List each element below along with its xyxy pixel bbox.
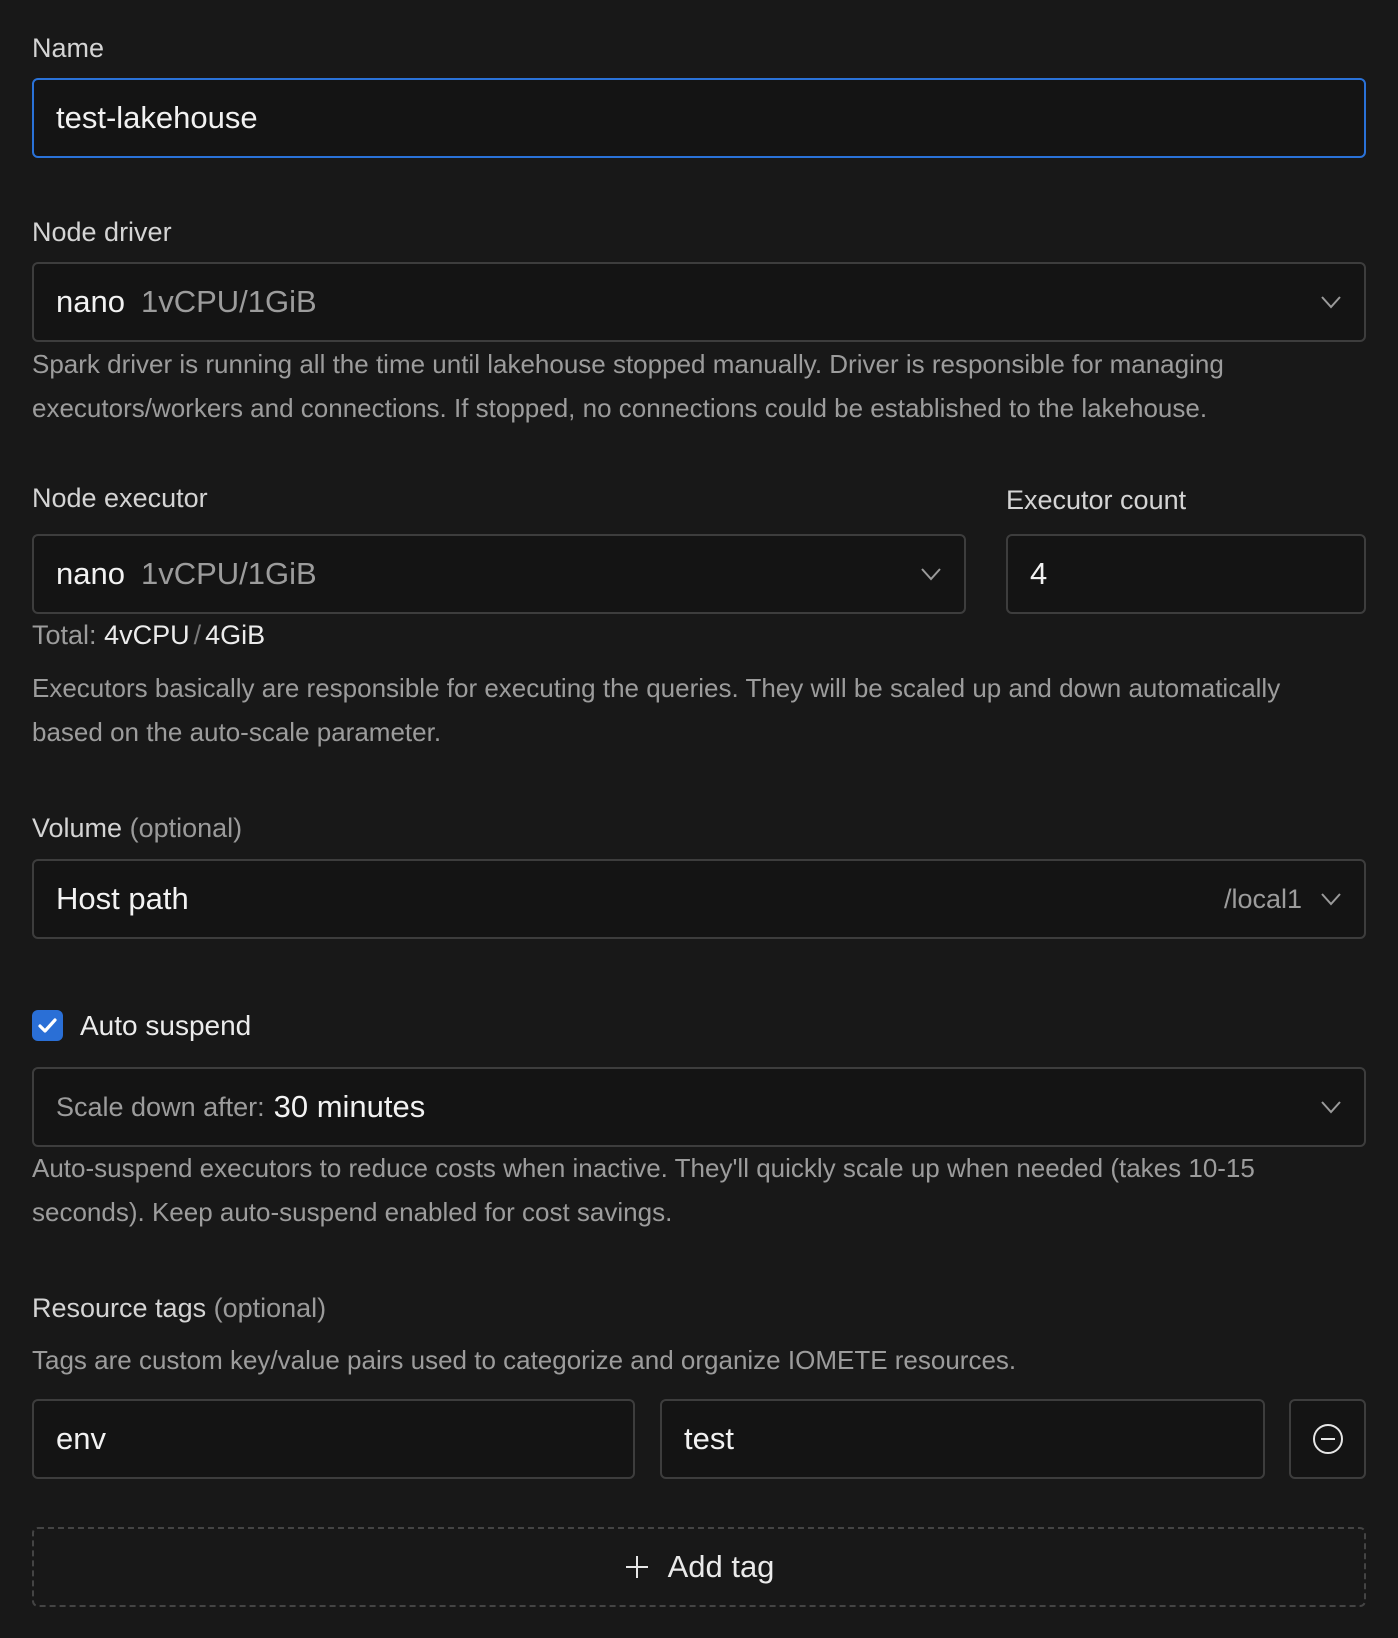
add-tag-label: Add tag <box>667 1549 775 1584</box>
node-driver-value <box>56 264 317 340</box>
tag-key-input[interactable] <box>34 1401 633 1477</box>
add-tag-button[interactable] <box>32 1527 1366 1607</box>
chevron-down-icon <box>920 567 942 581</box>
node-driver-help: Spark driver is running all the time until lakehouse stopped manually. Driver is responsible for managing executors/workers and connections. If stopped, no connections could be established to the lakehouse. <box>32 349 1224 423</box>
volume-label-text: Volume <box>32 813 123 843</box>
executor-count-label: Executor count <box>1006 485 1187 515</box>
name-label: Name <box>32 33 105 63</box>
tag-value-field-wrapper <box>660 1399 1265 1479</box>
volume-select[interactable] <box>32 859 1366 939</box>
node-executor-name: nano <box>56 556 125 591</box>
remove-tag-button[interactable] <box>1289 1399 1366 1479</box>
name-input[interactable] <box>34 80 1364 156</box>
volume-optional: (optional) <box>129 813 243 843</box>
scale-down-selected: 30 minutes <box>273 1089 426 1124</box>
auto-suspend-checkbox[interactable] <box>32 1010 63 1041</box>
node-executor-label: Node executor <box>32 483 208 513</box>
resource-tags-help: Tags are custom key/value pairs used to categorize and organize IOMETE resources. <box>32 1345 1017 1375</box>
tag-key-field-wrapper <box>32 1399 635 1479</box>
chevron-down-icon <box>1320 1100 1342 1114</box>
total-label: Total: <box>32 620 97 650</box>
resource-tags-optional: (optional) <box>213 1293 327 1323</box>
tag-value-input[interactable] <box>662 1401 1263 1477</box>
executor-total <box>32 620 265 651</box>
volume-path: /local1 <box>1223 883 1302 914</box>
executor-count-input[interactable] <box>1008 536 1364 612</box>
total-separator: / <box>193 620 202 650</box>
node-executor-spec: 1vCPU/1GiB <box>140 556 317 591</box>
name-field-wrapper <box>32 78 1366 158</box>
chevron-down-icon <box>1320 892 1342 906</box>
total-memory: 4GiB <box>205 620 266 650</box>
volume-value: Host path <box>56 881 189 916</box>
resource-tags-label <box>32 1293 326 1324</box>
node-executor-value <box>56 536 317 612</box>
scale-down-select[interactable] <box>32 1067 1366 1147</box>
resource-tags-label-text: Resource tags <box>32 1293 207 1323</box>
chevron-down-icon <box>1320 295 1342 309</box>
scale-down-value <box>56 1069 425 1145</box>
node-driver-select[interactable] <box>32 262 1366 342</box>
node-driver-label: Node driver <box>32 217 172 247</box>
node-executor-help: Executors basically are responsible for executing the queries. They will be scaled up and down automatically based on the auto-scale parameter. <box>32 673 1281 747</box>
executor-count-field-wrapper <box>1006 534 1366 614</box>
auto-suspend-help: Auto-suspend executors to reduce costs when inactive. They'll quickly scale up when needed (takes 10-15 seconds). Keep auto-suspend enabled for cost savings. <box>32 1153 1255 1227</box>
node-driver-name: nano <box>56 284 125 319</box>
auto-suspend-label: Auto suspend <box>80 1010 252 1041</box>
node-driver-spec: 1vCPU/1GiB <box>140 284 317 319</box>
plus-icon <box>624 1554 650 1580</box>
scale-down-prefix: Scale down after: <box>56 1091 265 1122</box>
total-cpu: 4vCPU <box>104 620 190 650</box>
minus-circle-icon <box>1311 1422 1345 1456</box>
node-executor-select[interactable] <box>32 534 966 614</box>
checkmark-icon <box>32 1010 63 1041</box>
volume-label <box>32 813 242 844</box>
